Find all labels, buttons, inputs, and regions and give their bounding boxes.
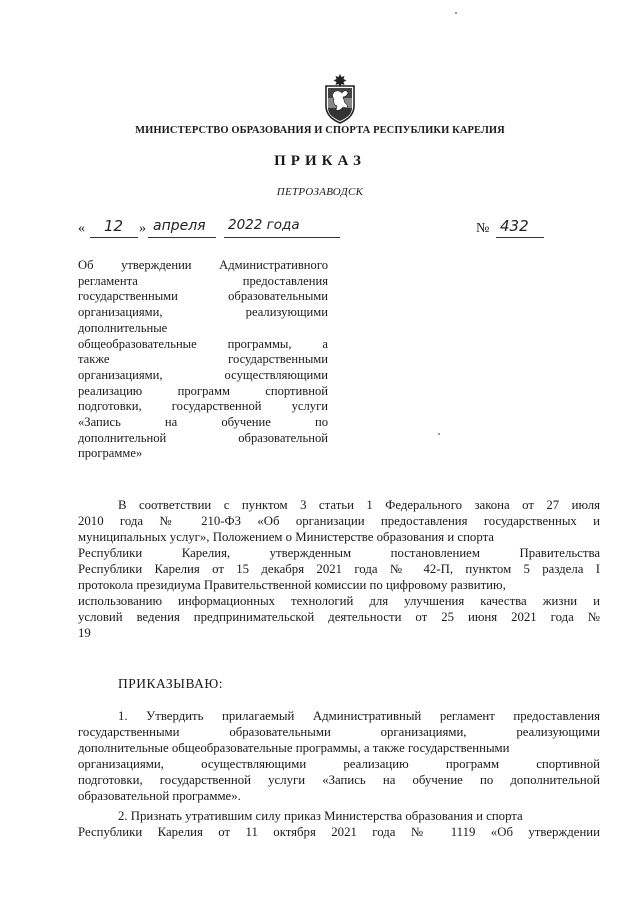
scan-speck (455, 12, 457, 14)
title-line: подготовки, государственной услуги (78, 399, 328, 414)
item-line: Республики Карелия от 11 октября 2021 года № 1119 «Об утверждении (78, 825, 600, 839)
preamble-line: муниципальных услуг», Положением о Министерстве образования и спорта (78, 530, 494, 544)
item-2-paragraph (78, 808, 600, 840)
date-open-quote: « (78, 221, 85, 236)
title-line: организациями, осуществляющими (78, 367, 328, 382)
item-line: 2. Признать утратившим силу приказ Министерства образования и спорта (118, 809, 523, 823)
item-line: дополнительные общеобразовательные программы, а также государственными (78, 741, 510, 755)
date-month-handwritten: апреля (153, 218, 206, 234)
title-line: также государственными (78, 352, 328, 367)
scan-speck (438, 433, 440, 435)
preamble-paragraph (78, 497, 600, 641)
preamble-line: использованию информационных технологий для улучшения качества жизни и (78, 594, 600, 608)
title-line: Об утверждении Административного (78, 258, 328, 272)
title-line: программе» (78, 446, 143, 461)
city-name: ПЕТРОЗАВОДСК (276, 186, 364, 198)
item-line: 1. Утвердить прилагаемый Административный регламент предоставления (118, 709, 600, 723)
coat-of-arms-emblem (320, 72, 360, 126)
item-line: государственными образовательными организациями, реализующими (78, 725, 600, 739)
document-number (476, 217, 546, 243)
title-line: «Запись на обучение по (78, 415, 328, 430)
preamble-line: Республики Карелия от 15 декабря 2021 года № 42-П, пунктом 5 раздела I (78, 562, 600, 576)
item-line: образовательной программе». (78, 789, 241, 803)
number-handwritten: 432 (500, 217, 529, 235)
title-line: регламента предоставления (78, 273, 328, 288)
date-year-handwritten: 2022 года (228, 217, 300, 233)
item-1-paragraph (78, 708, 600, 804)
preamble-line: В соответствии с пунктом 3 статьи 1 Федерального закона от 27 июля (118, 498, 600, 512)
order-title (78, 258, 328, 462)
preamble-line: 2010 года № 210-ФЗ «Об организации предоставления государственных и (78, 514, 600, 528)
number-sign: № (476, 221, 490, 236)
item-line: организациями, осуществляющими реализацию программ спортивной (78, 757, 600, 771)
document-type-title: ПРИКАЗ (274, 153, 366, 169)
date-close-quote: » (139, 221, 146, 236)
item-line: подготовки, государственной услуги «Запись на обучение по дополнительной (78, 773, 600, 787)
title-line: реализацию программ спортивной (78, 383, 328, 398)
title-line: общеобразовательные программы, а (78, 336, 328, 351)
preamble-line: условий ведения предпринимательской деятельности от 25 июня 2021 года № (78, 610, 600, 624)
title-line: организациями, реализующими (78, 305, 328, 320)
title-line: государственными образовательными (78, 289, 328, 304)
order-directive: ПРИКАЗЫВАЮ: (118, 676, 223, 691)
date-day-handwritten: 12 (104, 217, 124, 235)
preamble-line: протокола президиума Правительственной комиссии по цифровому развитию, (78, 578, 506, 592)
preamble-line: Республики Карелия, утвержденным постановлением Правительства (78, 546, 600, 560)
title-line: дополнительные (78, 320, 168, 335)
ministry-name: МИНИСТЕРСТВО ОБРАЗОВАНИЯ И СПОРТА РЕСПУБЛИКИ КАРЕЛИЯ (135, 125, 505, 136)
title-line: дополнительной образовательной (78, 430, 328, 445)
document-date (78, 217, 340, 243)
preamble-line: 19 (78, 626, 91, 640)
